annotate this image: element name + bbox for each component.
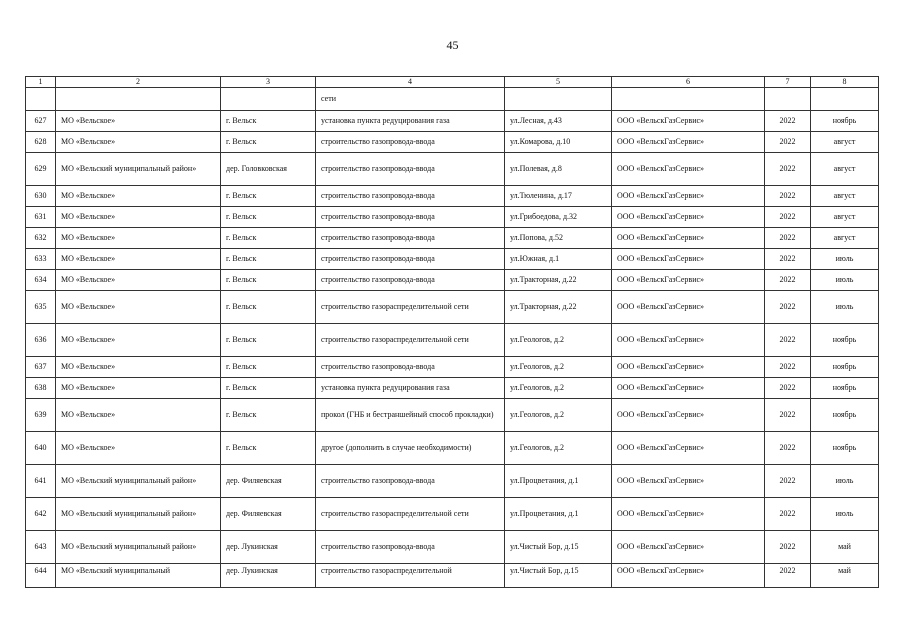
column-header: 8: [811, 77, 879, 88]
row-number: 631: [26, 207, 56, 228]
month-cell: июль: [811, 249, 879, 270]
table-row: [26, 531, 879, 564]
gas-works-table: [25, 76, 879, 588]
table-row: [26, 207, 879, 228]
year-cell: 2022: [765, 291, 811, 324]
month-cell: август: [811, 153, 879, 186]
organization-cell: ООО «ВельскГазСервис»: [612, 378, 765, 399]
organization-cell: ООО «ВельскГазСервис»: [612, 291, 765, 324]
work-type-cell: строительство газопровода-ввода: [316, 207, 505, 228]
row-number: 632: [26, 228, 56, 249]
row-number: 635: [26, 291, 56, 324]
work-type-cell: строительство газопровода-ввода: [316, 132, 505, 153]
organization-cell: ООО «ВельскГазСервис»: [612, 324, 765, 357]
work-type-cell: установка пункта редуцирования газа: [316, 111, 505, 132]
year-cell: 2022: [765, 132, 811, 153]
row-number: 637: [26, 357, 56, 378]
organization-cell: ООО «ВельскГазСервис»: [612, 270, 765, 291]
year-cell: 2022: [765, 186, 811, 207]
row-number: 641: [26, 465, 56, 498]
address-cell: ул.Тракторная, д.22: [505, 270, 612, 291]
locality-cell: дер. Филяевская: [221, 498, 316, 531]
work-type-cell: строительство газораспределительной сети: [316, 498, 505, 531]
work-type-cell: строительство газопровода-ввода: [316, 249, 505, 270]
continuation-row: [26, 88, 879, 111]
organization-cell: ООО «ВельскГазСервис»: [612, 228, 765, 249]
address-cell: ул.Попова, д.52: [505, 228, 612, 249]
municipality-cell: МО «Вельское»: [56, 186, 221, 207]
address-cell: ул.Тюленина, д.17: [505, 186, 612, 207]
table-row: [26, 228, 879, 249]
locality-cell: дер. Лукинская: [221, 531, 316, 564]
locality-cell: г. Вельск: [221, 132, 316, 153]
table-row: [26, 270, 879, 291]
organization-cell: ООО «ВельскГазСервис»: [612, 153, 765, 186]
municipality-cell: МО «Вельское»: [56, 432, 221, 465]
year-cell: 2022: [765, 357, 811, 378]
column-header: 3: [221, 77, 316, 88]
address-cell: ул.Чистый Бор, д.15: [505, 564, 612, 588]
row-number: 638: [26, 378, 56, 399]
work-type-cell: другое (дополнить в случае необходимости): [316, 432, 505, 465]
header-row: [26, 77, 879, 88]
organization-cell: ООО «ВельскГазСервис»: [612, 357, 765, 378]
row-number: 627: [26, 111, 56, 132]
address-cell: ул.Полевая, д.8: [505, 153, 612, 186]
organization-cell: ООО «ВельскГазСервис»: [612, 111, 765, 132]
month-cell: ноябрь: [811, 432, 879, 465]
locality-cell: г. Вельск: [221, 399, 316, 432]
address-cell: ул.Геологов, д.2: [505, 399, 612, 432]
year-cell: 2022: [765, 564, 811, 588]
column-header: 4: [316, 77, 505, 88]
address-cell: ул.Тракторная, д.22: [505, 291, 612, 324]
year-cell: 2022: [765, 378, 811, 399]
work-type-cell: прокол (ГНБ и бестраншейный способ прокладки): [316, 399, 505, 432]
row-number: 634: [26, 270, 56, 291]
column-header: 7: [765, 77, 811, 88]
table-row: [26, 564, 879, 588]
work-type-cell: строительство газопровода-ввода: [316, 153, 505, 186]
municipality-cell: МО «Вельский муниципальный район»: [56, 531, 221, 564]
year-cell: 2022: [765, 228, 811, 249]
organization-cell: ООО «ВельскГазСервис»: [612, 249, 765, 270]
year-cell: 2022: [765, 153, 811, 186]
address-cell: ул.Геологов, д.2: [505, 432, 612, 465]
table-row: [26, 498, 879, 531]
address-cell: ул.Грибоедова, д.32: [505, 207, 612, 228]
month-cell: июль: [811, 465, 879, 498]
municipality-cell: МО «Вельское»: [56, 111, 221, 132]
organization-cell: ООО «ВельскГазСервис»: [612, 564, 765, 588]
row-number: 642: [26, 498, 56, 531]
table-row: [26, 153, 879, 186]
municipality-cell: МО «Вельское»: [56, 399, 221, 432]
year-cell: 2022: [765, 432, 811, 465]
organization-cell: ООО «ВельскГазСервис»: [612, 465, 765, 498]
organization-cell: ООО «ВельскГазСервис»: [612, 207, 765, 228]
municipality-cell: МО «Вельский муниципальный: [56, 564, 221, 588]
work-type-cell: строительство газопровода-ввода: [316, 531, 505, 564]
locality-cell: г. Вельск: [221, 291, 316, 324]
month-cell: июль: [811, 498, 879, 531]
row-number: 639: [26, 399, 56, 432]
row-number: 633: [26, 249, 56, 270]
table-row: [26, 432, 879, 465]
municipality-cell: МО «Вельское»: [56, 270, 221, 291]
month-cell: июль: [811, 291, 879, 324]
table-row: [26, 132, 879, 153]
locality-cell: дер. Филяевская: [221, 465, 316, 498]
organization-cell: ООО «ВельскГазСервис»: [612, 399, 765, 432]
work-type-cell: строительство газопровода-ввода: [316, 186, 505, 207]
month-cell: ноябрь: [811, 111, 879, 132]
locality-cell: г. Вельск: [221, 249, 316, 270]
year-cell: 2022: [765, 531, 811, 564]
table-row: [26, 357, 879, 378]
row-number: 630: [26, 186, 56, 207]
row-number: 640: [26, 432, 56, 465]
locality-cell: г. Вельск: [221, 357, 316, 378]
address-cell: ул.Комарова, д.10: [505, 132, 612, 153]
municipality-cell: МО «Вельское»: [56, 132, 221, 153]
address-cell: ул.Геологов, д.2: [505, 357, 612, 378]
organization-cell: ООО «ВельскГазСервис»: [612, 432, 765, 465]
locality-cell: г. Вельск: [221, 228, 316, 249]
address-cell: ул.Лесная, д.43: [505, 111, 612, 132]
table-row: [26, 324, 879, 357]
month-cell: май: [811, 531, 879, 564]
month-cell: ноябрь: [811, 378, 879, 399]
address-cell: ул.Южная, д.1: [505, 249, 612, 270]
address-cell: ул.Геологов, д.2: [505, 324, 612, 357]
table-row: [26, 465, 879, 498]
year-cell: 2022: [765, 111, 811, 132]
address-cell: ул.Процветания, д.1: [505, 498, 612, 531]
month-cell: август: [811, 132, 879, 153]
work-type-cell: строительство газопровода-ввода: [316, 357, 505, 378]
row-number: 628: [26, 132, 56, 153]
column-header: 2: [56, 77, 221, 88]
column-header: 6: [612, 77, 765, 88]
municipality-cell: МО «Вельское»: [56, 228, 221, 249]
row-number: 644: [26, 564, 56, 588]
work-type-cell: строительство газопровода-ввода: [316, 228, 505, 249]
locality-cell: дер. Лукинская: [221, 564, 316, 588]
work-type-cell: строительство газопровода-ввода: [316, 465, 505, 498]
year-cell: 2022: [765, 249, 811, 270]
address-cell: ул.Геологов, д.2: [505, 378, 612, 399]
page-number: 45: [446, 38, 459, 52]
municipality-cell: МО «Вельский муниципальный район»: [56, 465, 221, 498]
municipality-cell: МО «Вельский муниципальный район»: [56, 153, 221, 186]
locality-cell: г. Вельск: [221, 111, 316, 132]
month-cell: ноябрь: [811, 324, 879, 357]
month-cell: май: [811, 564, 879, 588]
month-cell: ноябрь: [811, 399, 879, 432]
locality-cell: г. Вельск: [221, 324, 316, 357]
row-number: 643: [26, 531, 56, 564]
organization-cell: ООО «ВельскГазСервис»: [612, 186, 765, 207]
work-type-cell: строительство газораспределительной сети: [316, 324, 505, 357]
locality-cell: г. Вельск: [221, 186, 316, 207]
municipality-cell: МО «Вельское»: [56, 378, 221, 399]
organization-cell: ООО «ВельскГазСервис»: [612, 531, 765, 564]
year-cell: 2022: [765, 270, 811, 291]
work-type-cell: строительство газораспределительной: [316, 564, 505, 588]
row-number: 636: [26, 324, 56, 357]
municipality-cell: МО «Вельское»: [56, 357, 221, 378]
year-cell: 2022: [765, 207, 811, 228]
row-number: 629: [26, 153, 56, 186]
work-type-cell: установка пункта редуцирования газа: [316, 378, 505, 399]
municipality-cell: МО «Вельское»: [56, 249, 221, 270]
locality-cell: г. Вельск: [221, 378, 316, 399]
table-row: [26, 111, 879, 132]
organization-cell: ООО «ВельскГазСервис»: [612, 132, 765, 153]
table-row: [26, 291, 879, 324]
year-cell: 2022: [765, 465, 811, 498]
locality-cell: г. Вельск: [221, 207, 316, 228]
year-cell: 2022: [765, 399, 811, 432]
work-type-cell: строительство газопровода-ввода: [316, 270, 505, 291]
locality-cell: г. Вельск: [221, 432, 316, 465]
work-type-cell: строительство газораспределительной сети: [316, 291, 505, 324]
address-cell: ул.Процветания, д.1: [505, 465, 612, 498]
year-cell: 2022: [765, 324, 811, 357]
organization-cell: ООО «ВельскГазСервис»: [612, 498, 765, 531]
municipality-cell: МО «Вельское»: [56, 291, 221, 324]
locality-cell: г. Вельск: [221, 270, 316, 291]
municipality-cell: МО «Вельское»: [56, 207, 221, 228]
address-cell: ул.Чистый Бор, д.15: [505, 531, 612, 564]
year-cell: 2022: [765, 498, 811, 531]
table-row: [26, 186, 879, 207]
municipality-cell: МО «Вельский муниципальный район»: [56, 498, 221, 531]
continuation-text: сети: [316, 88, 505, 111]
month-cell: август: [811, 228, 879, 249]
column-header: 1: [26, 77, 56, 88]
municipality-cell: МО «Вельское»: [56, 324, 221, 357]
column-header: 5: [505, 77, 612, 88]
month-cell: август: [811, 186, 879, 207]
month-cell: ноябрь: [811, 357, 879, 378]
locality-cell: дер. Головковская: [221, 153, 316, 186]
table-row: [26, 249, 879, 270]
table-row: [26, 378, 879, 399]
month-cell: июль: [811, 270, 879, 291]
table-row: [26, 399, 879, 432]
month-cell: август: [811, 207, 879, 228]
